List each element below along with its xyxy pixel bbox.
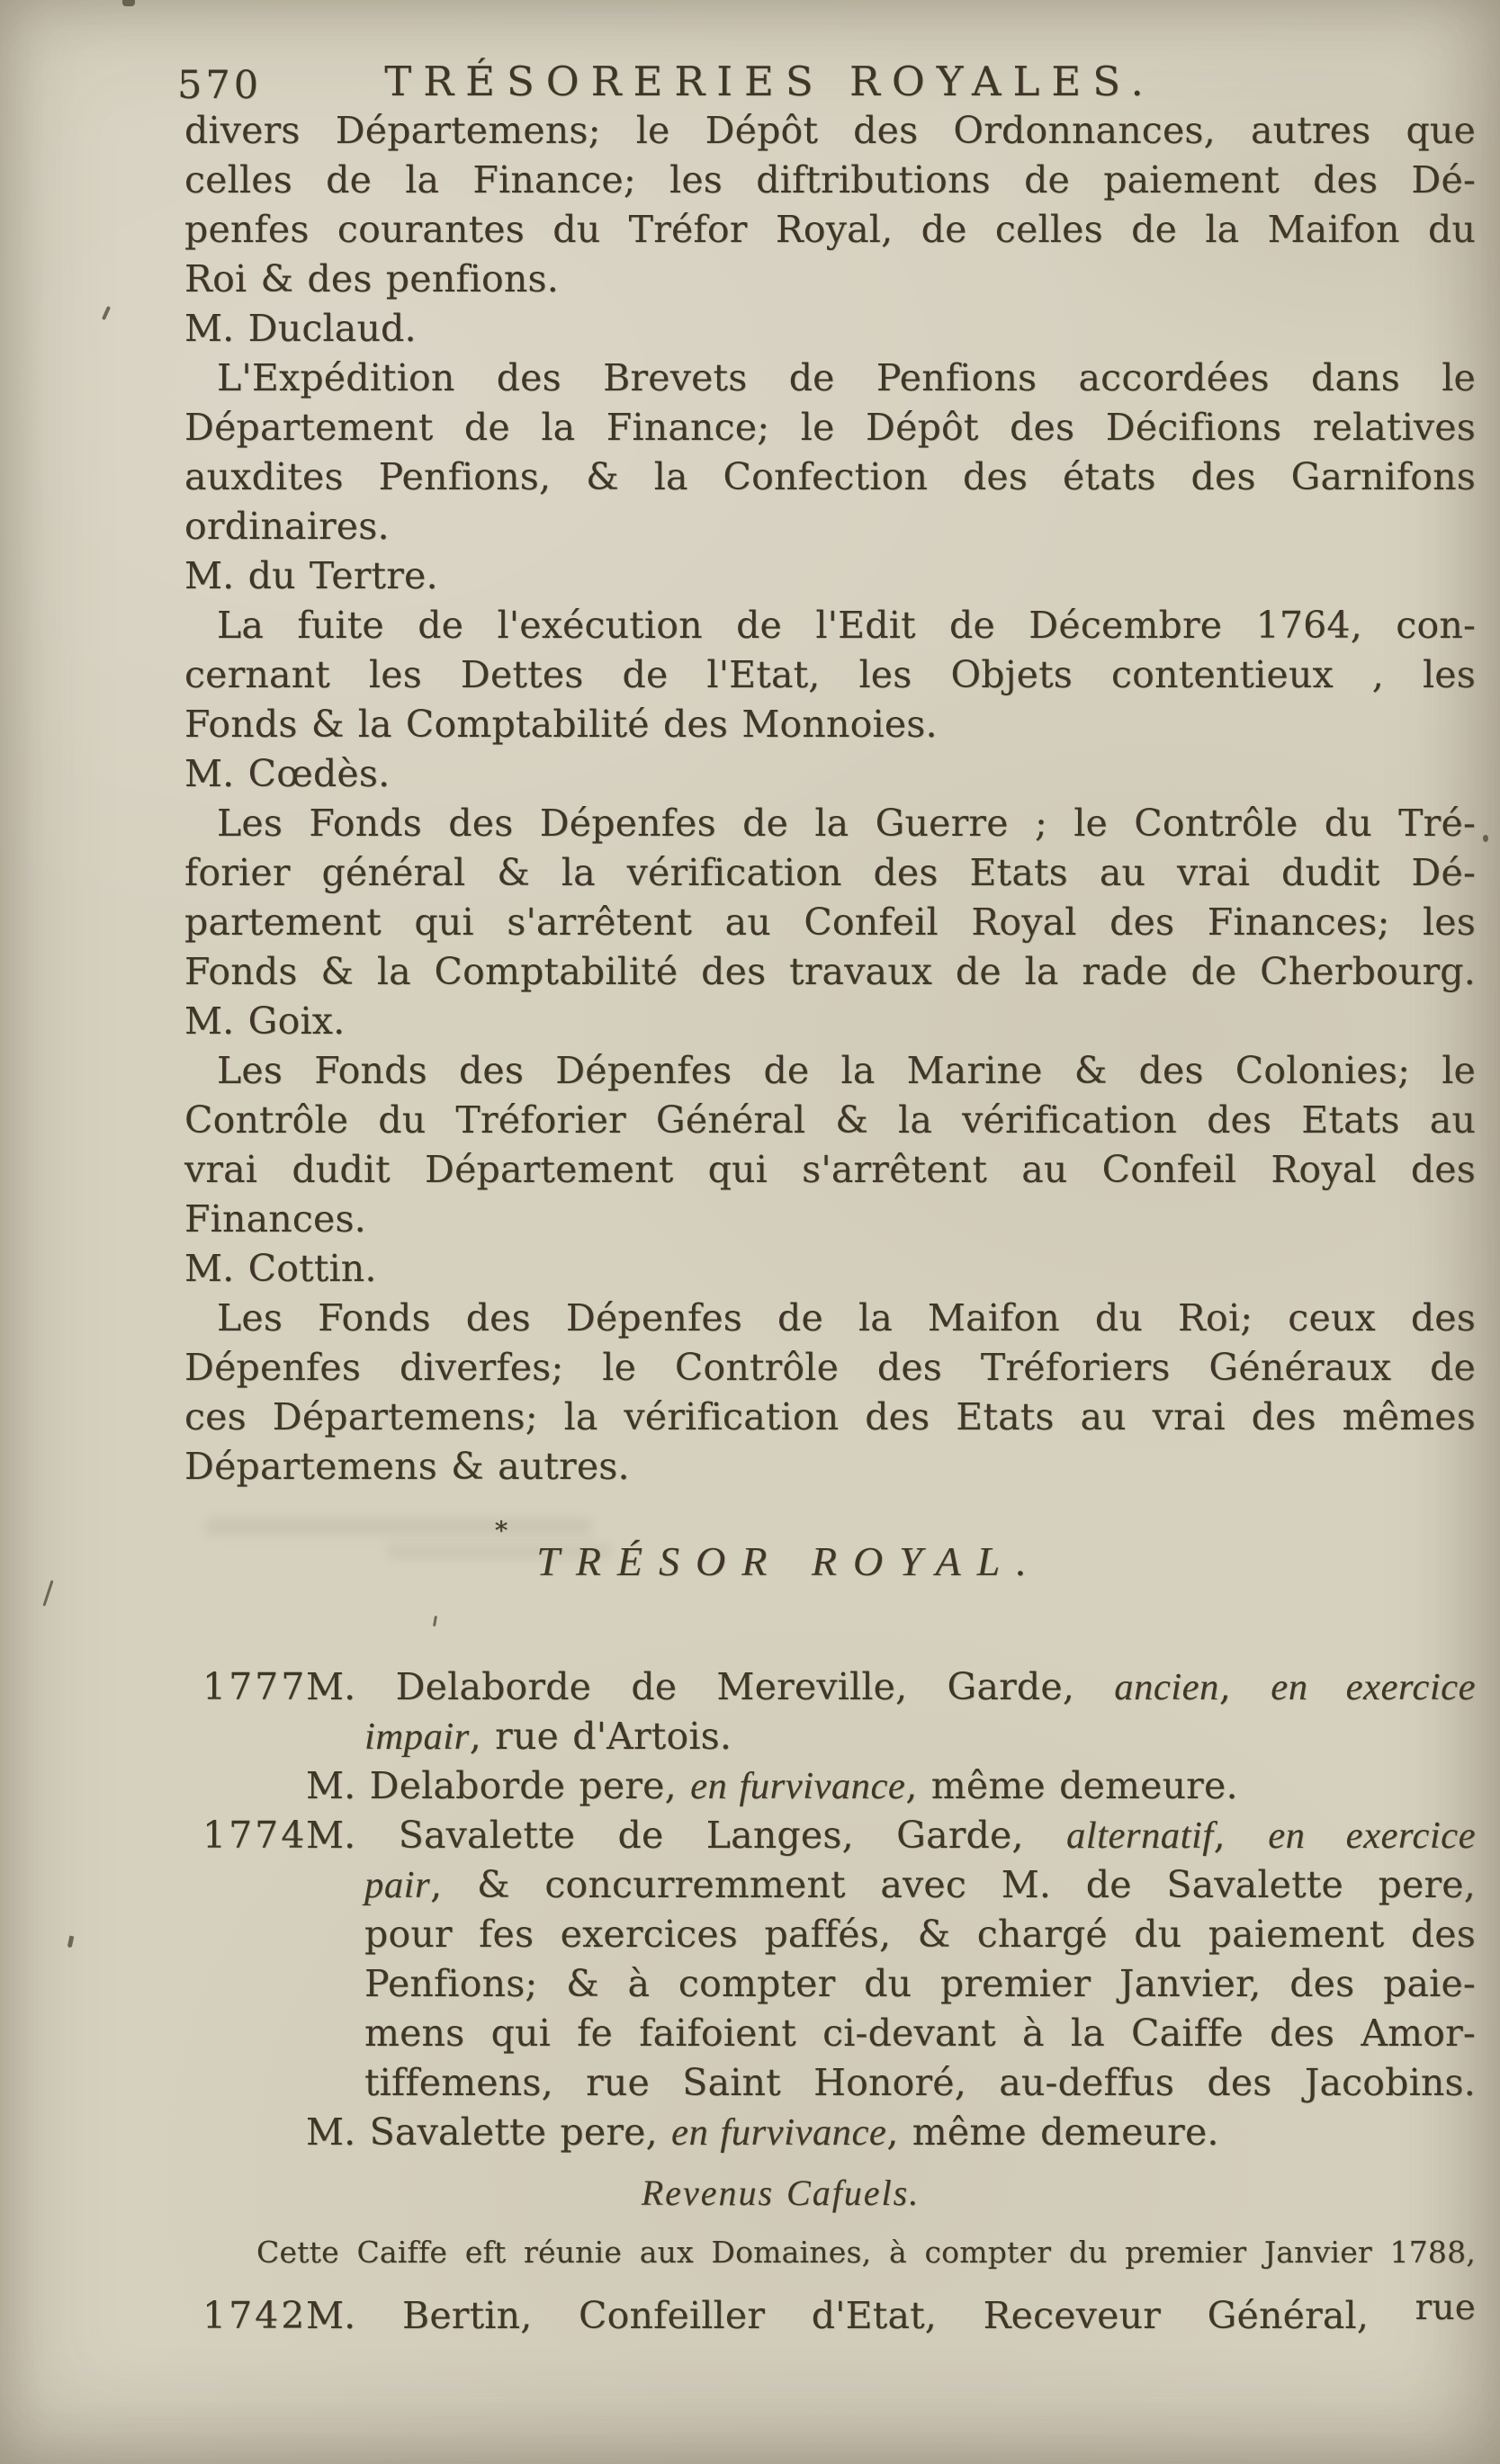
text-line: Fonds & la Comptabilité des travaux de la rade de Cherbourg. bbox=[184, 950, 1476, 993]
official-name: M. Cottin. bbox=[184, 1247, 377, 1290]
entry-line: M. Delaborde pere, en furvivance, même demeure. bbox=[306, 1764, 1238, 1807]
text-line: L'Expédition des Brevets de Penfions accordées dans le bbox=[217, 356, 1476, 399]
entry-line: 1774 M. Savalette de Langes, Garde, alternatif, en exercice bbox=[184, 1811, 1476, 1860]
page-number: 570 bbox=[177, 63, 263, 108]
entry-year: 1774 bbox=[202, 1814, 308, 1857]
running-head: TRÉSORERIES ROYALES. bbox=[384, 58, 1155, 105]
text-line: penfes courantes du Tréfor Royal, de celles de la Maifon du bbox=[184, 208, 1476, 251]
text-line: Département de la Finance; le Dépôt des Décifions relatives bbox=[184, 406, 1476, 449]
text-column bbox=[184, 106, 1476, 2342]
entry-line: impair, rue d'Artois. bbox=[364, 1715, 732, 1758]
text-line: La fuite de l'exécution de l'Edit de Décembre 1764, con- bbox=[217, 604, 1476, 647]
text-line: Les Fonds des Dépenfes de la Marine & des Colonies; le bbox=[217, 1049, 1476, 1092]
text-line: Finances. bbox=[184, 1197, 366, 1241]
official-name: M. Duclaud. bbox=[184, 307, 417, 350]
ink-mark bbox=[102, 306, 111, 320]
text-line: auxdites Penfions, & la Confection des états des Garnifons bbox=[184, 455, 1476, 498]
text-line: celles de la Finance; les diftributions de paiement des Dé- bbox=[184, 158, 1476, 202]
text-line: ordinaires. bbox=[184, 505, 390, 548]
entry-line: 1777 M. Delaborde de Mereville, Garde, ancien, en exercice bbox=[184, 1662, 1476, 1712]
section-ornament bbox=[184, 1502, 1476, 1546]
entry-line: pair, & concurremment avec M. de Savalette pere, bbox=[364, 1863, 1476, 1906]
official-name: M. Cœdès. bbox=[184, 752, 391, 795]
entry-year: 1777 bbox=[202, 1665, 308, 1708]
asterisk-mark: * bbox=[495, 1516, 508, 1546]
text-line: partement qui s'arrêtent au Confeil Royal des Finances; les bbox=[184, 900, 1476, 944]
footnote-line: Cette Caiffe eft réunie aux Domaines, à compter du premier Janvier 1788, bbox=[256, 2235, 1476, 2270]
ink-mark bbox=[67, 1936, 75, 1949]
text-line: Fonds & la Comptabilité des Monnoies. bbox=[184, 703, 938, 746]
subsection-heading-revenus-cafuels: Revenus Cafuels. bbox=[641, 2173, 921, 2213]
page-header bbox=[0, 58, 1500, 112]
entry-line: M. Savalette pere, en furvivance, même demeure. bbox=[306, 2110, 1219, 2154]
text-line: cernant les Dettes de l'Etat, les Objets contentieux , les bbox=[184, 653, 1476, 696]
text-line: Roi & des penfions. bbox=[184, 257, 559, 300]
entry-line: Penfions; & à compter du premier Janvier, des paie- bbox=[364, 1962, 1476, 2005]
text-line: Les Fonds des Dépenfes de la Maifon du Roi; ceux des bbox=[217, 1296, 1476, 1340]
official-name: M. Goix. bbox=[184, 999, 346, 1043]
text-line: Départemens & autres. bbox=[184, 1445, 630, 1488]
ink-mark bbox=[42, 1580, 53, 1606]
official-name: M. du Tertre. bbox=[184, 554, 438, 597]
text-line: forier général & la vérification des Etats au vrai dudit Dé- bbox=[184, 851, 1476, 894]
entry-line: 1742 M. Bertin, Confeiller d'Etat, Receveur Général, rue bbox=[184, 2291, 1476, 2342]
text-line: divers Départemens; le Dépôt des Ordonnances, autres que bbox=[184, 109, 1476, 152]
entry-line: mens qui fe faifoient ci-devant à la Caiffe des Amor- bbox=[364, 2012, 1476, 2055]
entry-line: pour fes exercices paffés, & chargé du paiement des bbox=[364, 1913, 1476, 1956]
text-line: ces Départemens; la vérification des Etats au vrai des mêmes bbox=[184, 1395, 1476, 1438]
ink-mark bbox=[122, 0, 135, 6]
section-heading-tresor-royal: TRÉSOR ROYAL. bbox=[536, 1538, 1043, 1584]
text-line: Contrôle du Tréforier Général & la vérification des Etats au bbox=[184, 1098, 1476, 1142]
text-line: Dépenfes diverfes; le Contrôle des Tréforiers Généraux de bbox=[184, 1346, 1476, 1389]
text-line: Les Fonds des Dépenfes de la Guerre ; le Contrôle du Tré- bbox=[217, 802, 1476, 845]
entry-year: 1742 bbox=[202, 2294, 308, 2337]
text-line: vrai dudit Département qui s'arrêtent au Confeil Royal des bbox=[184, 1148, 1476, 1191]
ink-mark bbox=[1483, 835, 1488, 842]
entry-line: tiffemens, rue Saint Honoré, au-deffus des Jacobins. bbox=[364, 2061, 1476, 2104]
